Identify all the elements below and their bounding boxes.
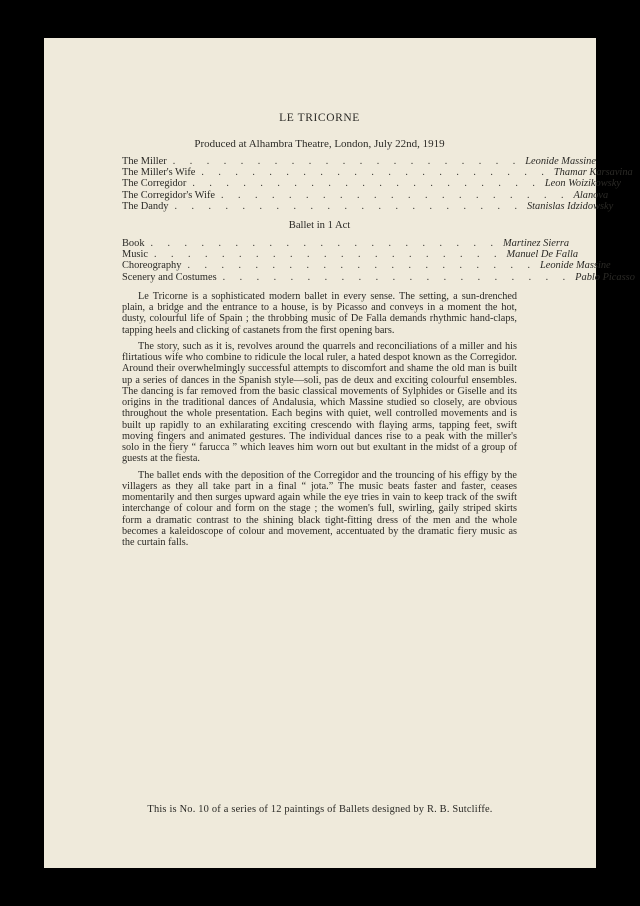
series-footer: This is No. 10 of a series of 12 paintings of Ballets designed by R. B. Sutcliffe.	[147, 804, 493, 815]
cast-row	[122, 189, 609, 201]
credit-name: Pablo Picasso	[575, 271, 635, 283]
role-name: The Dandy	[122, 200, 169, 212]
dot-leader: . . . . . . . . . . . . . . . . . . . . .	[150, 238, 500, 250]
dot-leader: . . . . . . . . . . . . . . . . . . . . .	[153, 249, 503, 261]
performer-name: Thamar Karsavina	[553, 167, 633, 179]
programme-content	[122, 112, 635, 553]
credit-role: Music	[122, 249, 148, 261]
dot-leader: . . . . . . . . . . . . . . . . . . . . .	[192, 178, 541, 190]
credit-row	[122, 249, 579, 261]
cast-row	[122, 200, 614, 212]
programme-sheet	[44, 38, 635, 868]
dot-leader: . . . . . . . . . . . . . . . . . . . . .	[201, 167, 550, 179]
role-name: The Corregidor	[122, 178, 187, 190]
role-name: The Corregidor's Wife	[122, 189, 216, 201]
performer-name: Stanislas Idzidowsky	[526, 200, 614, 212]
section-gap	[122, 283, 517, 291]
credit-row	[122, 260, 611, 272]
performer-name: Alanova	[573, 189, 609, 201]
dot-leader: . . . . . . . . . . . . . . . . . . . . .	[187, 260, 536, 272]
credit-row	[122, 271, 635, 283]
cast-row	[122, 178, 621, 190]
credit-name: Martinez Sierra	[503, 238, 570, 250]
role-name: The Miller's Wife	[122, 167, 196, 179]
credit-role: Book	[122, 238, 145, 250]
description-paragraph: The ballet ends with the deposition of the Corregidor and the trouncing of his effigy by the villagers as they all take part in a final “ jota.” The music beats faster and faster, ceases momentarily and then surges upward again while the eye tries in vain to keep track of the swift interchange of colour and form on the stage ; the women's full, swirling, gaily striped skirts form a dramatic contrast to the shining black tight-fitting dress of the men and the whole becomes a kaleidoscope of colour and movement, accentuated by the dramatic fiery music as the curtain falls.	[122, 469, 517, 549]
ballet-subtitle: Ballet in 1 Act	[288, 220, 351, 232]
credit-role: Scenery and Costumes	[122, 271, 217, 283]
credit-row	[122, 238, 570, 250]
performer-name: Leonide Massine	[525, 156, 596, 167]
cast-row	[122, 156, 596, 167]
dot-leader: . . . . . . . . . . . . . . . . . . . . .	[172, 156, 522, 167]
role-name: The Miller	[122, 156, 167, 167]
credits-list	[122, 238, 635, 283]
credit-name: Manuel De Falla	[506, 249, 579, 261]
dot-leader: . . . . . . . . . . . . . . . . . . . . .	[174, 200, 523, 212]
production-note: Produced at Alhambra Theatre, London, July 22nd, 1919	[194, 138, 445, 150]
credit-role: Choreography	[122, 260, 182, 272]
performer-name: Leon Woizikowsky	[544, 178, 621, 190]
ballet-title: LE TRICORNE	[279, 112, 360, 124]
cast-list	[122, 156, 633, 212]
description-paragraph: Le Tricorne is a sophisticated modern ballet in every sense. The setting, a sun-drenched plain, a bridge and the entrance to a house, is by Picasso and conveys in a moment the hot, dusty, colourful life of Spain ; the throbbing music of De Falla demands rhythmic hand-claps, tapping heels and clicking of castanets from the first opening bars.	[122, 290, 517, 336]
description-paragraph: The story, such as it is, revolves around the quarrels and reconciliations of a miller and his flirtatious wife who combine to ridicule the local ruler, a hated despot known as the Corregidor. Around their overwhelmingly successful attempts to discomfort and shame the old man is built up a series of dances in the Spanish style—soli, pas de deux and exciting colourful ensembles. The dancing is far removed from the basic classical movements of Sylphides or Giselle and its origins in the traditional dances of Andalusia, which Massine studied so closely, are obvious throughout the whole presentation. Each begins with quiet, well controlled movements and is built up rapidly to an exhilarating exciting crescendo with flaying arms, tapping feet, swift moving fingers and animated gestures. The individual dances rise to a peak with the miller's solo in the fiery “ farucca ” which leaves him worn out but exultant in the midst of a group of guests at the fiesta.	[122, 340, 517, 465]
credit-name: Leonide Massine	[539, 260, 611, 272]
dot-leader: . . . . . . . . . . . . . . . . . . . . .	[222, 271, 572, 283]
cast-row	[122, 167, 633, 179]
dot-leader: . . . . . . . . . . . . . . . . . . . . .	[221, 189, 570, 201]
